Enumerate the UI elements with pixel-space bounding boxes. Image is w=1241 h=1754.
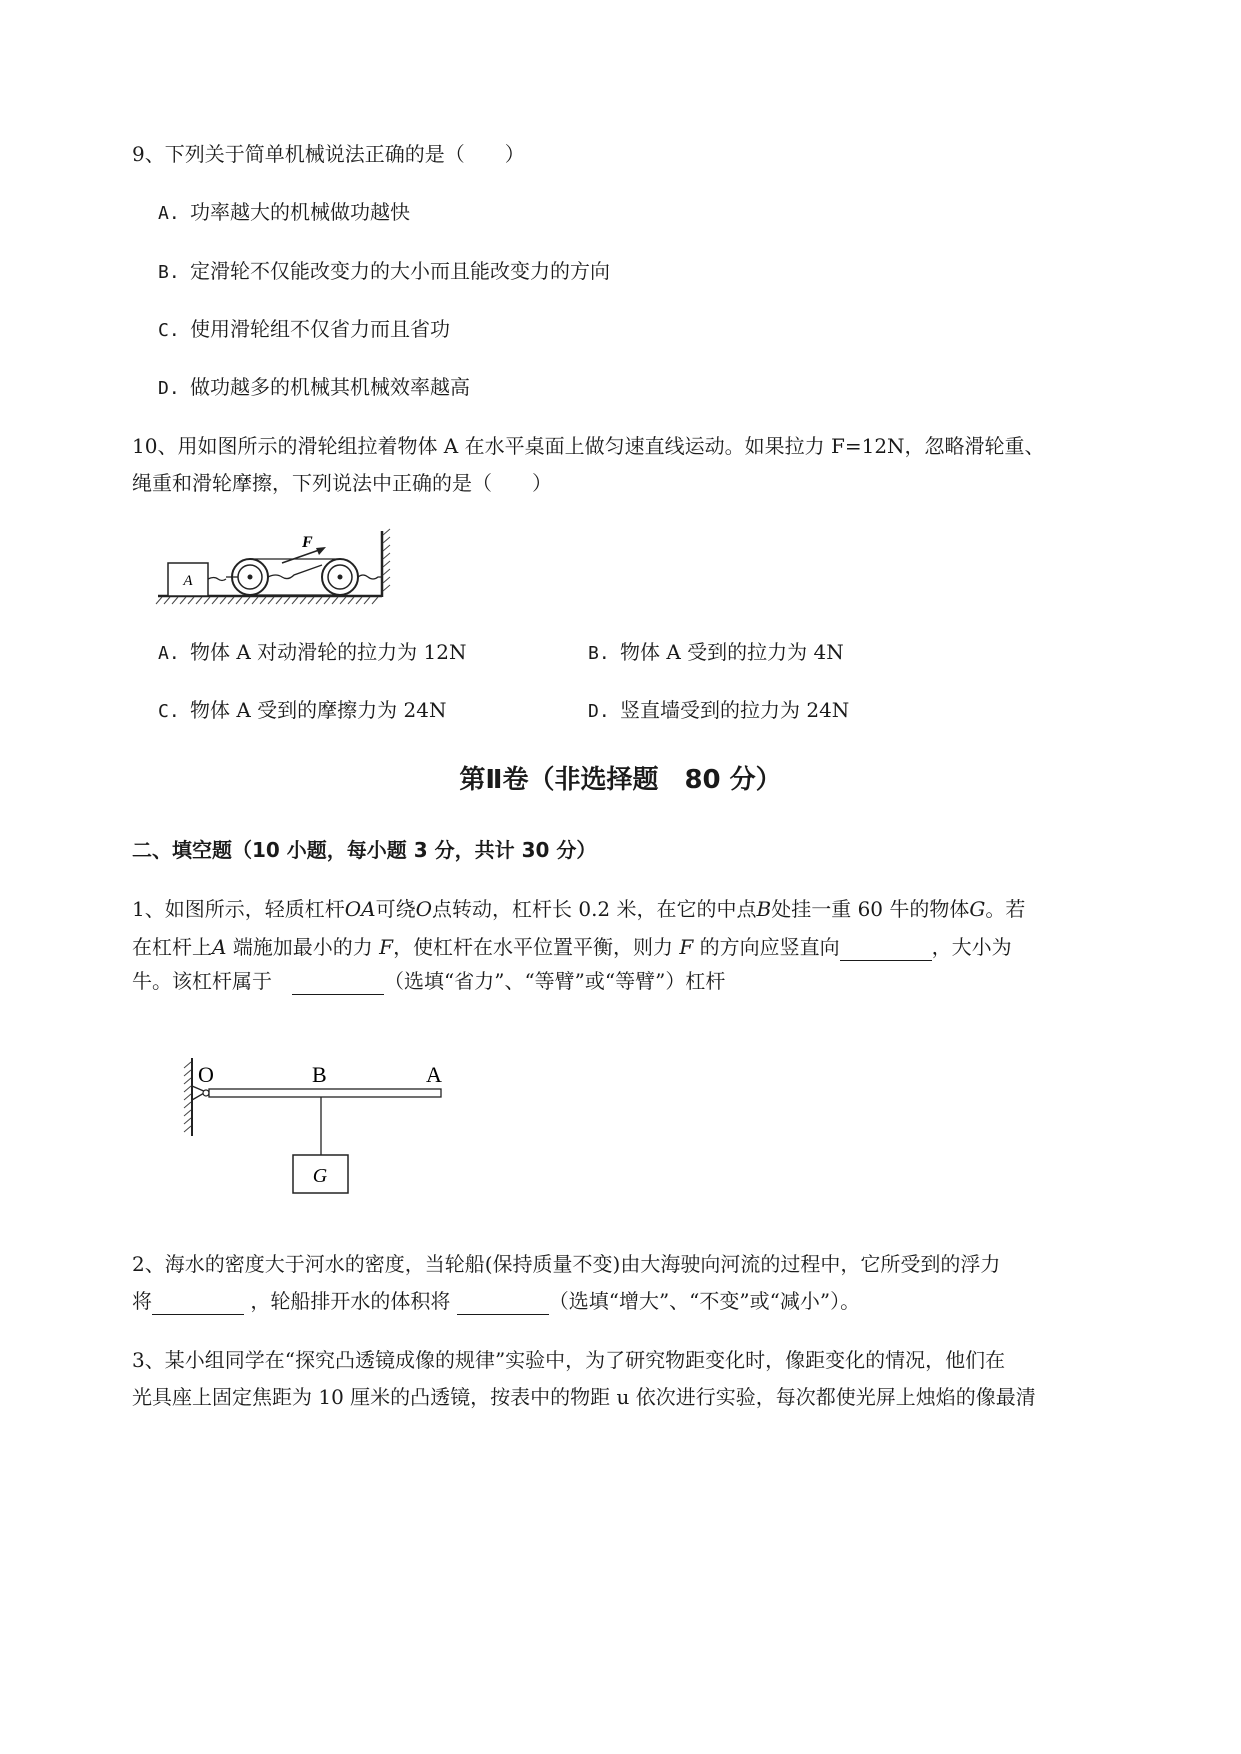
option-label: A. (158, 203, 180, 224)
var-o: O (415, 897, 432, 921)
q9-option-a (158, 198, 410, 228)
point-o-label: O (198, 1062, 214, 1087)
f1-line1 (132, 895, 1025, 923)
q9-option-d (158, 373, 470, 403)
text: （选填“省力”、“等臂”或“等臂”）杠杆 (384, 969, 726, 993)
q10-stem-line2: 绳重和滑轮摩擦，下列说法中正确的是（ ） (132, 471, 552, 495)
option-text: 物体 A 对动滑轮的拉力为 12N (190, 640, 467, 664)
answer-blank[interactable] (152, 1290, 244, 1315)
var-f: F (379, 935, 394, 959)
text: 1、如图所示，轻质杠杆 (132, 897, 345, 921)
q10-option-b (588, 638, 844, 668)
pulley-system-figure (150, 525, 400, 607)
q10-stem-line1: 10、用如图所示的滑轮组拉着物体 A 在水平桌面上做匀速直线运动。如果拉力 F=12N，忽略滑轮重、 (132, 434, 1045, 458)
option-text: 竖直墙受到的拉力为 24N (620, 698, 850, 722)
option-text: 物体 A 受到的拉力为 4N (620, 640, 844, 664)
q9-stem: 9、下列关于简单机械说法正确的是（ ） (132, 142, 525, 166)
var-oa: OA (344, 897, 376, 921)
text: 处挂一重 60 牛的物体 (771, 897, 970, 921)
answer-blank[interactable] (457, 1290, 549, 1315)
answer-blank[interactable] (840, 936, 932, 961)
option-label: C. (158, 320, 180, 341)
option-text: 做功越多的机械其机械效率越高 (190, 375, 470, 399)
text: ，轮船排开水的体积将 (250, 1289, 451, 1313)
text: （选填“增大”、“不变”或“减小”）。 (548, 1289, 861, 1313)
point-b-label: B (312, 1062, 327, 1087)
option-label: C. (158, 701, 180, 722)
q9-option-b (158, 257, 610, 287)
f1-line2 (132, 933, 1012, 961)
text: 端施加最小的力 (232, 935, 373, 959)
f3-line2: 光具座上固定焦距为 10 厘米的凸透镜，按表中的物距 u 依次进行实验，每次都使光屏上烛焰的像最清 (132, 1385, 1036, 1409)
q10-option-d (588, 696, 849, 726)
weight-g-label: G (312, 1165, 328, 1187)
section-subtitle: 二、填空题（10 小题，每小题 3 分，共计 30 分） (132, 838, 597, 862)
force-label: F (302, 534, 313, 551)
option-label: A. (158, 643, 180, 664)
text: 点转动，杠杆长 0.2 米，在它的中点 (431, 897, 757, 921)
f2-line1: 2、海水的密度大于河水的密度，当轮船(保持质量不变)由大海驶向河流的过程中，它所受到的浮力 (132, 1252, 1001, 1276)
q10-option-a (158, 638, 466, 668)
lever-bar (209, 1089, 441, 1097)
text: 。若 (985, 897, 1026, 921)
option-text: 物体 A 受到的摩擦力为 24N (190, 698, 447, 722)
text: 的方向应竖直向 (699, 935, 840, 959)
q9-option-c (158, 315, 450, 345)
text: 将 (132, 1289, 152, 1313)
point-a-label: A (426, 1062, 442, 1087)
option-label: D. (158, 378, 180, 399)
text: 可绕 (375, 897, 416, 921)
option-text: 功率越大的机械做功越快 (190, 200, 410, 224)
text: ，使杠杆在水平位置平衡，则力 (393, 935, 674, 959)
option-label: B. (158, 262, 180, 283)
q10-option-c (158, 696, 446, 726)
var-g: G (969, 897, 986, 921)
option-text: 定滑轮不仅能改变力的大小而且能改变力的方向 (190, 259, 610, 283)
var-f: F (679, 935, 694, 959)
var-b: B (756, 897, 772, 921)
text: ，大小为 (931, 935, 1012, 959)
answer-blank[interactable] (292, 970, 384, 995)
option-label: B. (588, 643, 610, 664)
option-text: 使用滑轮组不仅省力而且省功 (190, 317, 450, 341)
lever-figure (180, 1052, 470, 1204)
text: 在杠杆上 (132, 935, 212, 959)
text: 牛。该杠杆属于 (132, 969, 272, 993)
block-a-label: A (183, 573, 193, 589)
f3-line1: 3、某小组同学在“探究凸透镜成像的规律”实验中，为了研究物距变化时，像距变化的情况，他们在 (132, 1348, 1006, 1372)
f2-line2 (132, 1287, 860, 1315)
var-a: A (212, 935, 227, 959)
force-arrow (282, 549, 322, 563)
section-title: 第Ⅱ卷（非选择题 80 分） (459, 765, 782, 795)
f1-line3 (132, 967, 725, 995)
option-label: D. (588, 701, 610, 722)
